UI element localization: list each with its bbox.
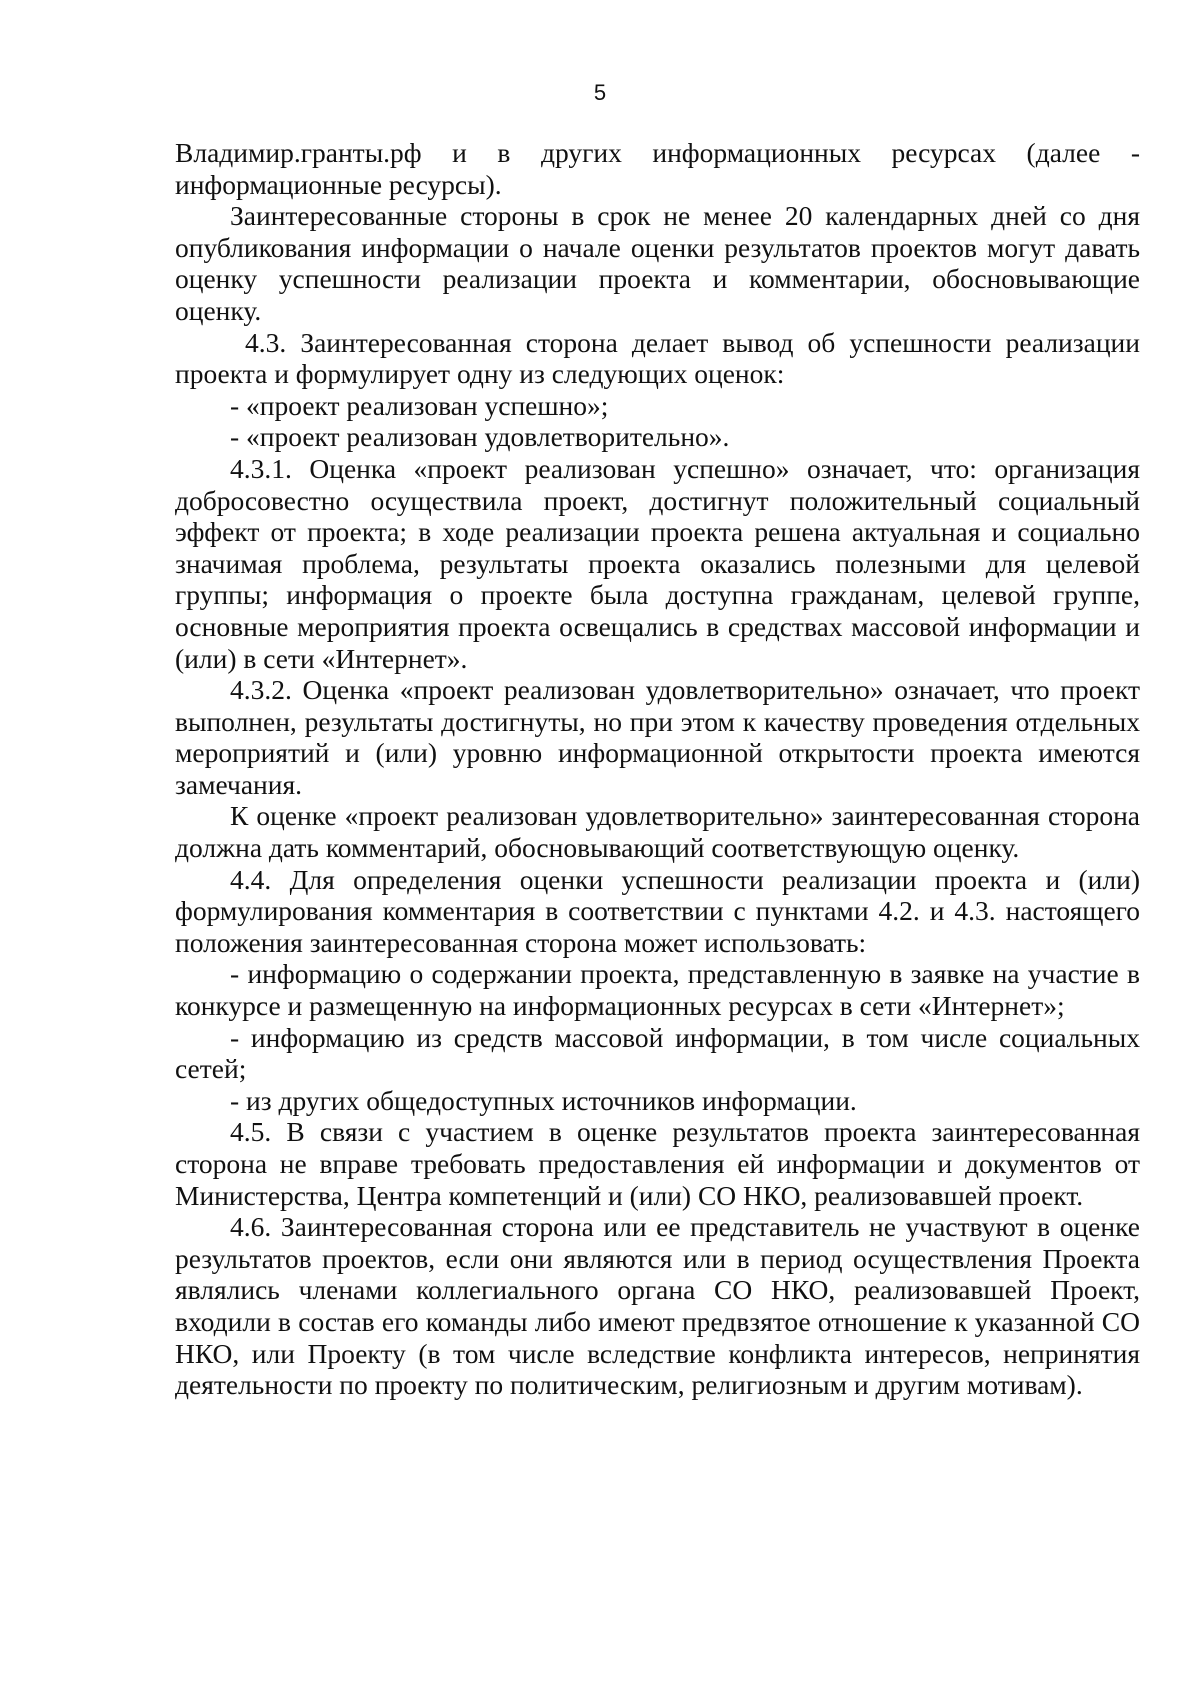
page-number: 5 [593, 80, 607, 105]
list-item-satisfactory: - «проект реализован удовлетворительно». [230, 421, 730, 453]
paragraph-comment-requirement: К оценке «проект реализован удовлетворительно» заинтересованная сторона должна дать комментарий, обосновывающий соответствующую оценку. [175, 800, 1140, 864]
paragraph-4-4: 4.4. Для определения оценки успешности реализации проекта и (или) формулирования комментария в соответствии с пунктами 4.2. и 4.3. настоящего положения заинтересованная сторона может использовать: [175, 863, 1140, 958]
paragraph-4-5: 4.5. В связи с участием в оценке результатов проекта заинтересованная сторона не вправе требовать предоставления ей информации и документов от Министерства, Центра компетенций и (или) СО НКО, реализовавшей проект. [175, 1116, 1140, 1211]
paragraph-4-3-2: 4.3.2. Оценка «проект реализован удовлетворительно» означает, что проект выполнен, результаты достигнуты, но при этом к качеству проведения отдельных мероприятий и (или) уровню информационной открытости проекта имеются замечания. [175, 674, 1140, 800]
list-item-project-info: - информацию о содержании проекта, представленную в заявке на участие в конкурсе и размещенную на информационных ресурсах в сети «Интернет»; [175, 958, 1140, 1022]
list-item-success: - «проект реализован успешно»; [230, 389, 609, 421]
paragraph-stakeholders-term: Заинтересованные стороны в срок не менее 20 календарных дней со дня опубликования информации о начале оценки результатов проектов могут давать оценку успешности реализации проекта и комментарии, обосновывающие оценку. [175, 200, 1140, 326]
paragraph-4-6: 4.6. Заинтересованная сторона или ее представитель не участвуют в оценке результатов проектов, если они являются или в период осуществления Проекта являлись членами коллегиального органа СО НКО, реализовавшей Проект, входили в состав его команды либо имеют предвзятое отношение к указанной СО НКО, или Проекту (в том числе вследствие конфликта интересов, непринятия деятельности по проекту по политическим, религиозным и другим мотивам). [175, 1211, 1140, 1401]
paragraph-4-3: 4.3. Заинтересованная сторона делает вывод об успешности реализации проекта и формулирует одну из следующих оценок: [175, 326, 1140, 390]
list-item-media-info: - информацию из средств массовой информации, в том числе социальных сетей; [175, 1021, 1140, 1085]
paragraph-4-3-1: 4.3.1. Оценка «проект реализован успешно» означает, что: организация добросовестно осуществила проект, достигнут положительный социальный эффект от проекта; в ходе реализации проекта решена актуальная и социально значимая проблема, результаты проекта оказались полезными для целевой группы; информация о проекте была доступна гражданам, целевой группе, основные мероприятия проекта освещались в средствах массовой информации и (или) в сети «Интернет». [175, 452, 1140, 674]
paragraph-resources: Владимир.гранты.рф и в других информационных ресурсах (далее - информационные ресурсы). [175, 137, 1140, 200]
document-body [175, 137, 1140, 1401]
list-item-public-sources: - из других общедоступных источников информации. [230, 1084, 857, 1116]
